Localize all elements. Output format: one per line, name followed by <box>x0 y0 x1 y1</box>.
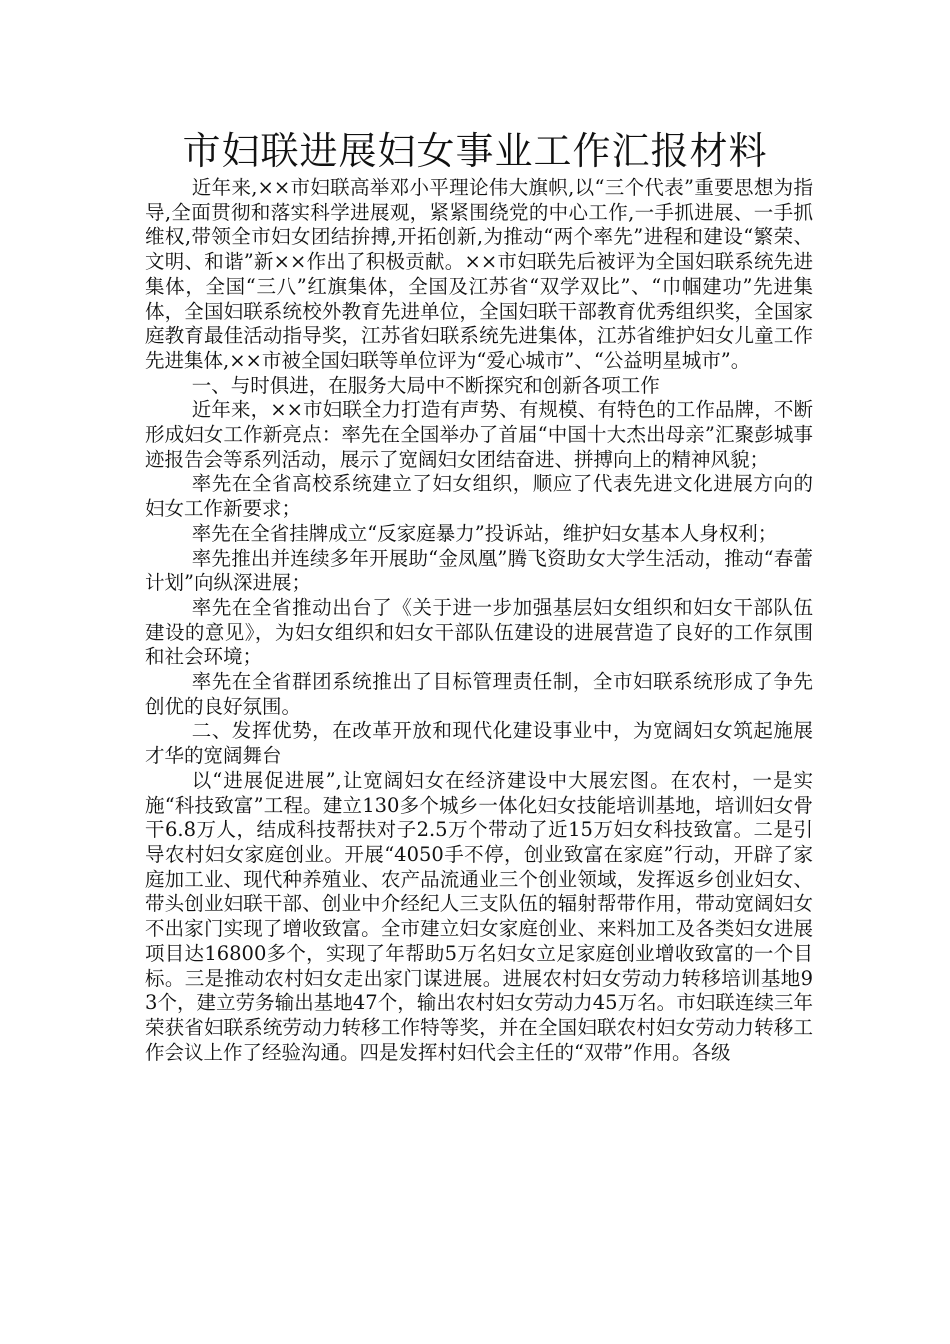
paragraph: 率先推出并连续多年开展助“金凤凰”腾飞资助女大学生活动，推动“春蕾计划”向纵深进展； <box>145 546 813 595</box>
section-heading-2: 二、发挥优势，在改革开放和现代化建设事业中，为宽阔妇女筑起施展才华的宽阔舞台 <box>145 719 813 768</box>
paragraph-intro: 近年来,××市妇联高举邓小平理论伟大旗帜,以“三个代表”重要思想为指导,全面贯彻和落实科学进展观，紧紧围绕党的中心工作,一手抓进展、一手抓维权,带领全市妇女团结拚搏,开拓创新,为推动“两个率先”进程和建设“繁荣、文明、和谐”新××作出了积极贡献。××市妇联先后被评为全国妇联系统先进集体，全国“三八”红旗集体，全国及江苏省“双学双比”、“巾帼建功”先进集体，全国妇联系统校外教育先进单位，全国妇联干部教育优秀组织奖，全国家庭教育最佳活动指导奖，江苏省妇联系统先进集体，江苏省维护妇女儿童工作先进集体,××市被全国妇联等单位评为“爱心城市”、“公益明星城市”。 <box>145 176 813 372</box>
paragraph: 率先在全省高校系统建立了妇女组织，顺应了代表先进文化进展方向的妇女工作新要求； <box>145 472 813 521</box>
paragraph: 率先在全省群团系统推出了目标管理责任制，全市妇联系统形成了争先创优的良好氛围。 <box>145 670 813 718</box>
paragraph: 以“进展促进展”,让宽阔妇女在经济建设中大展宏图。在农村，一是实施“科技致富”工程。建立130多个城乡一体化妇女技能培训基地，培训妇女骨干6.8万人，结成科技帮扶对子2.5万个带动了近15万妇女科技致富。二是引导农村妇女家庭创业。开展“4050手不停，创业致富在家庭”行动，开辟了家庭加工业、现代种养殖业、农产品流通业三个创业领域，发挥返乡创业妇女、带头创业妇联干部、创业中介经纪人三支队伍的辐射帮带作用，带动宽阔妇女不出家门实现了增收致富。全市建立妇女家庭创业、来料加工及各类妇女进展项目达16800多个，实现了年帮助5万名妇女立足家庭创业增收致富的一个目标。三是推动农村妇女走出家门谋进展。进展农村妇女劳动力转移培训基地93个，建立劳务输出基地47个，输出农村妇女劳动力45万名。市妇联连续三年荣获省妇联系统劳动力转移工作特等奖，并在全国妇联农村妇女劳动力转移工作会议上作了经验沟通。四是发挥村妇代会主任的“双带”作用。各级 <box>145 768 813 1064</box>
paragraph: 近年来，××市妇联全力打造有声势、有规模、有特色的工作品牌，不断形成妇女工作新亮点：率先在全国举办了首届“中国十大杰出母亲”汇聚彭城事迹报告会等系列活动，展示了宽阔妇女团结奋进、拼搏向上的精神风貌； <box>145 398 813 471</box>
document-title: 市妇联进展妇女事业工作汇报材料 <box>182 129 768 173</box>
document-body <box>145 176 813 1065</box>
paragraph: 率先在全省挂牌成立“反家庭暴力”投诉站，维护妇女基本人身权利； <box>191 521 778 545</box>
section-heading-1: 一、与时俱进，在服务大局中不断探究和创新各项工作 <box>191 373 660 397</box>
paragraph: 率先在全省推动出台了《关于进一步加强基层妇女组织和妇女干部队伍建设的意见》，为妇女组织和妇女干部队伍建设的进展营造了良好的工作氛围和社会环境； <box>145 595 813 669</box>
